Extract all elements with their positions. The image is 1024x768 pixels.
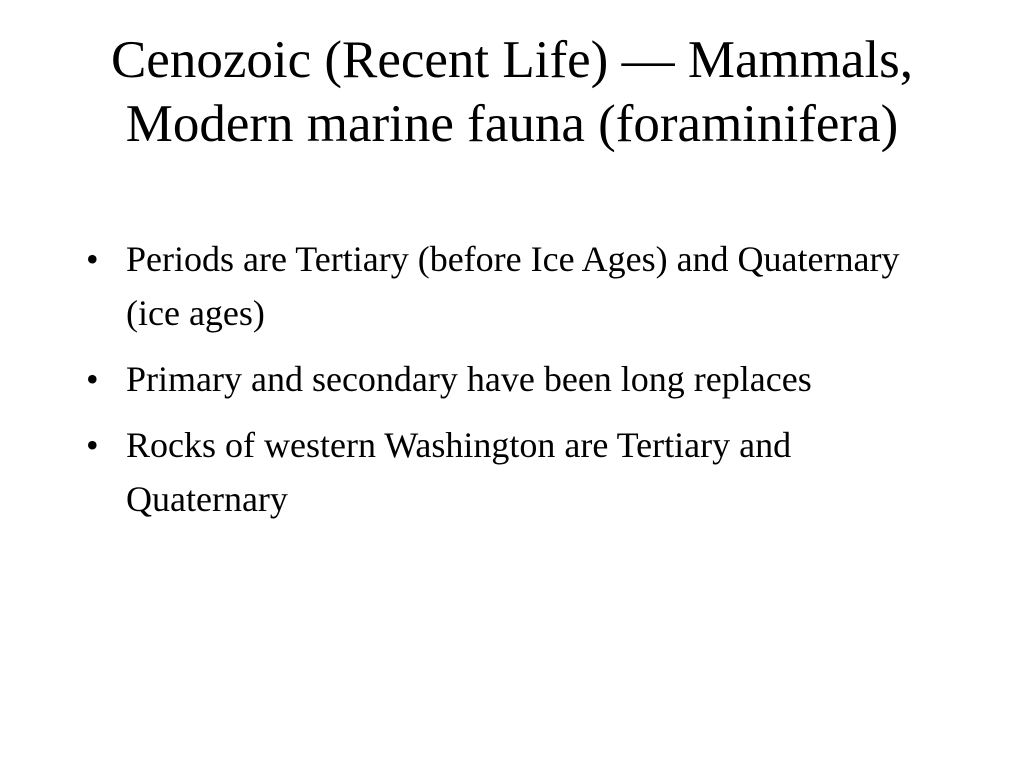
bullet-item-2 [86, 352, 946, 406]
slide-title: Cenozoic (Recent Life) — Mammals, Modern marine fauna (foraminifera) [110, 31, 914, 153]
bullet-point-icon: • [86, 239, 99, 279]
bullet-text: Primary and secondary have been long replaces [126, 359, 812, 399]
bullet-text: Rocks of western Washington are Tertiary and Quaternary [126, 425, 792, 519]
bullet-point-icon: • [86, 359, 99, 399]
bullet-point-icon: • [86, 425, 99, 465]
bullet-list [86, 232, 946, 538]
bullet-item-1 [86, 232, 946, 340]
bullet-item-3 [86, 418, 946, 526]
bullet-text: Periods are Tertiary (before Ice Ages) and Quaternary (ice ages) [126, 239, 900, 333]
